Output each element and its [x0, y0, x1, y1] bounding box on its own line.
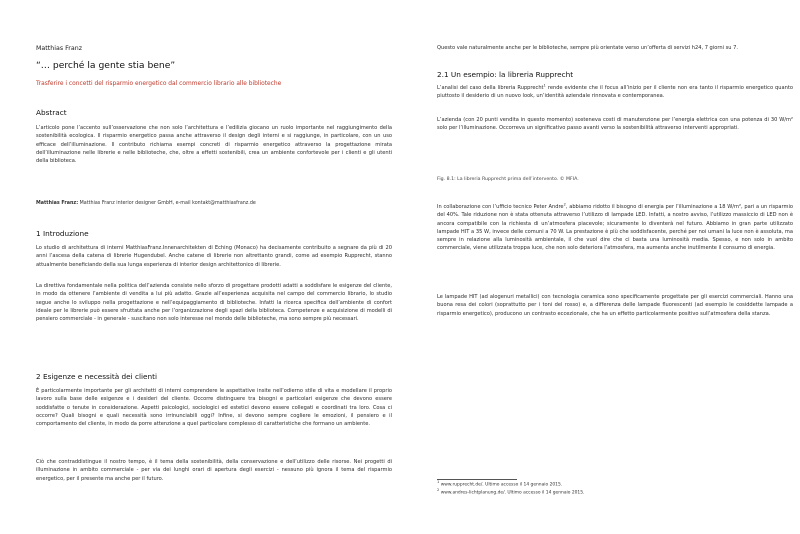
right-paragraph-company: L’azienda (con 20 punti vendita in questo momento) sosteneva costi di manutenzione per l’energia elettrica con una potenza di 30 W/m² solo per l’illuminazione. Occorreva un significativo passo avanti verso la sostenibilità attraverso interventi appropriati.: [437, 117, 793, 132]
affiliation-text: Matthias Franz interior designer GmbH, e-mail kontakt@matthiasfranz.de: [78, 201, 256, 206]
section-1-paragraph-1: Lo studio di architettura di interni MatthiasFranz.Innenarchitekten di Eching (Monaco) ha decisamente contribuito a segnare da più di 20 anni l’ascesa della catena di librerie Hugendubel. Anche catene di librerie non altrettanto grandi, come ad esempio Rupprecht, stanno attualmente beneficiando della sua lunga esperienza di interior design architettonico di librerie.: [36, 245, 392, 268]
footnote-2: [437, 490, 584, 495]
affiliation-name: Matthias Franz:: [36, 201, 79, 206]
analysis-text-end: rende evidente che il focus all’inizio per il cliente non era tanto il risparmio energetico quanto piuttosto il desiderio di un nuovo look, un’identità aziendale rinnovata e contemporanea.: [437, 85, 793, 100]
right-paragraph-analysis: [437, 84, 793, 101]
section-2-paragraph-2: Ciò che contraddistingue il nostro tempo, è il tema della sostenibilità, della conservazione e dell’utilizzo delle risorse. Nei progetti di illuminazione in ambito commerciale - per via dei lunghi orari di apertura degli esercizi - nessuno più ignora il tema del risparmio energetico, per il presente ma anche per il futuro.: [36, 459, 392, 482]
right-paragraph-top: Questo vale naturalmente anche per le biblioteche, sempre più orientate verso un’offerta di servizi h24, 7 giorni su 7.: [437, 45, 738, 51]
section-2-1-heading: 2.1 Un esempio: la libreria Rupprecht: [437, 70, 574, 79]
footnote-1: [437, 482, 562, 487]
right-paragraph-hit-lamps: Le lampade HIT (ad alogenuri metallici) con tecnologia ceramica sono specificamente progettate per gli esercizi commerciali. Hanno una buona resa dei colori (soprattutto per i toni del rosso) e, a differenza delle lampade fluorescenti (ad esempio le cosiddette lampade a risparmio energetico), producono un contrasto eccezionale, che ha un effetto particolarmente positivo sull’atmosfera della stanza.: [437, 294, 793, 317]
section-2-paragraph-1: È particolarmente importante per gli architetti di interni comprendere le aspettative insite nell’odierno stile di vita e modellare il proprio lavoro sulla base delle esigenze e i desideri del cliente. Occorre distinguere tra bisogni e particolari esigenze che devono essere soddisfatte o tenute in considerazione. Aspetti psicologici, sociologici ed estetici devono essere collegati e coordinati tra loro. Cosa ci occorre? Quali bisogni e quali necessità sono irrinunciabili oggi? Infine, si devono sempre cogliere le emozioni, il pensiero e il comportamento del cliente, in modo da porre attenzione a quel particolare complesso di caratteristiche che formano un ambiente.: [36, 388, 392, 428]
footnote-2-mark: 2: [437, 488, 440, 492]
author-name: Matthias Franz: [36, 45, 83, 52]
article-title: “… perché la gente stia bene”: [36, 60, 176, 71]
section-2-heading: 2 Esigenze e necessità dei clienti: [36, 372, 158, 381]
footnote-1-mark: 1: [437, 480, 440, 484]
author-affiliation: [36, 201, 256, 206]
footnote-divider: [437, 479, 517, 480]
footnote-1-text: www.rupprecht.de/. Ultimo accesso il 14 gennaio 2015.: [439, 482, 563, 488]
analysis-text-start: L’analisi del caso della libreria Rupprecht: [437, 85, 544, 91]
collaboration-text-start: In collaborazione con l’ufficio tecnico Peter Andre: [437, 204, 564, 210]
abstract-heading: Abstract: [36, 108, 67, 117]
article-subtitle: Trasferire i concetti del risparmio energetico dal commercio librario alle biblioteche: [36, 81, 282, 87]
section-1-paragraph-2: La direttiva fondamentale nella politica dell’azienda consiste nello sforzo di progettare prodotti adatti a soddisfare le esigenze del cliente, in modo da ottenere l’ambiente di vendita a lui più adatto. Grazie all’esperienza acquisita nel campo del commercio librario, lo studio segue anche lo sviluppo nella progettazione e nell’equipaggiamento di biblioteche. Infatti la ricerca specifica dell’ambiente di confort ideale per le librerie può essere sfruttata anche per l’organizzazione degli spazi della biblioteca. Competenze e acquisizione di modelli di pensiero commerciale - in generale - suscitano non solo interesse nel mondo delle biblioteche, ma sono sempre più necessari.: [36, 283, 392, 323]
collaboration-text-end: , abbiamo ridotto il bisogno di energia per l’illuminazione a 18 W/m², pari a un risparmio del 40%. Tale riduzione non è stata ottenuta attraverso l’utilizzo di lampade LED. Infatti, a nostro avviso, l’utilizzo massiccio di LED non è ancora compatibile con la richiesta di un’atmosfera piacevole; sicuramente lo diventerà nel futuro. Abbiamo in gran parte utilizzato lampade HIT a 35 W, invece delle comuni a 70 W. La prestazione è più che soddisfacente, perché per noi umani la luce non è assoluta, ma sempre in relazione alla luminosità ambientale, il che vuol dire che ci basta una luminosità media. Spesso, e non solo in ambito commerciale, viene utilizzata troppa luce, che non solo deteriora l’atmosfera, ma aumenta anche inutilmente il consumo di energia.: [437, 204, 793, 252]
right-paragraph-collaboration: [437, 203, 793, 253]
section-1-heading: 1 Introduzione: [36, 229, 89, 238]
footnote-ref-2: 2: [563, 202, 566, 207]
figure-caption: Fig. 8.1: La libreria Rupprecht prima dell’intervento. © MFIA.: [437, 177, 579, 182]
footnote-ref-1: 1: [543, 83, 546, 88]
footnote-2-text: www.andres-lichtplanung.de/. Ultimo accesso il 14 gennaio 2015.: [439, 490, 585, 496]
abstract-text: L’articolo pone l’accento sull’osservazione che non solo l’architettura e l’edilizia giocano un ruolo importante nel raggiungimento della sostenibilità ecologica. Il risparmio energetico passa anche attraverso il design degli interni e si raggiunge, in particolare, con un uso efficace dell’illuminazione. Il contributo richiama esempi concreti di risparmio energetico attraverso la progettazione mirata dell’illuminazione nelle librerie e nelle biblioteche, che, oltre a effetti sostenibili, crea un ambiente confortevole per i clienti e gli utenti della biblioteca.: [36, 125, 392, 165]
